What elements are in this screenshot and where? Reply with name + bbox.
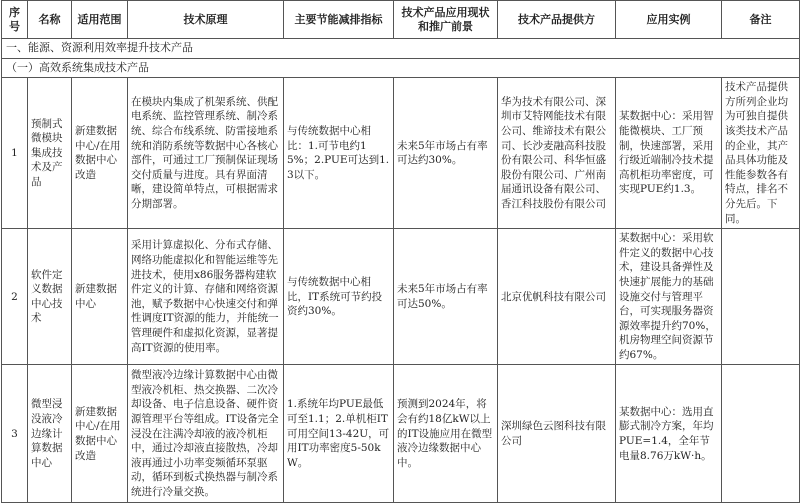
row-principle: 采用计算虚拟化、分布式存储、网络功能虚拟化和智能运维等先进技术，使用x86服务器构建软件定义的计算、存储和网络资源池，赋予数据中心快速交付和弹性调度IT资源的能力，并能统一管理硬件和虚拟化资源，显著提高IT资源的使用率。 (128, 229, 284, 365)
header-status: 技术产品应用现状和推广前景 (394, 1, 498, 39)
row-status: 预测到2024年，将会有约18亿kW以上的IT设施应用在微型液冷边缘数据中心中。 (394, 365, 498, 503)
table-row (2, 78, 800, 229)
table-row (2, 229, 800, 365)
row-scope: 新建数据中心 (72, 229, 128, 365)
row-remark: 技术产品提供方所列企业均为可独自提供该类技术产品的企业，其产品具体功能及性能参数各有特点，排名不分先后。下同。 (722, 78, 800, 229)
row-no: 2 (2, 229, 28, 365)
tech-table (1, 0, 800, 503)
row-provider: 深圳绿色云图科技有限公司 (498, 365, 616, 503)
row-scope: 新建数据中心/在用数据中心改造 (72, 78, 128, 229)
header-name: 名称 (28, 1, 72, 39)
header-row (2, 1, 800, 39)
table-row (2, 365, 800, 503)
row-principle: 微型液冷边缘计算数据中心由微型液冷机柜、热交换器、二次冷却设备、电子信息设备、硬件资源管理平台等组成。IT设备完全浸没在注满冷却液的液冷机柜中，通过冷却液直接散热，冷却液再通过小功率变频循环泵驱动，循环到板式换热器与制冷系统进行冷量交换。 (128, 365, 284, 503)
row-no: 1 (2, 78, 28, 229)
header-provider: 技术产品提供方 (498, 1, 616, 39)
row-name: 微型浸没液冷边缘计算数据中心 (28, 365, 72, 503)
section-title: 一、能源、资源利用效率提升技术产品 (2, 39, 800, 59)
section-row (2, 39, 800, 59)
row-name: 软件定义数据中心技术 (28, 229, 72, 365)
row-provider: 北京优帆科技有限公司 (498, 229, 616, 365)
row-status: 未来5年市场占有率可达50%。 (394, 229, 498, 365)
row-indicators: 与传统数据中心相比：1.可节电约15%；2.PUE可达到1.3以下。 (284, 78, 394, 229)
header-remark: 备注 (722, 1, 800, 39)
row-provider: 华为技术有限公司、深圳市艾特网能技术有限公司、维谛技术有限公司、长沙麦融高科技股份有限公司、科华恒盛股份有限公司、广州南届通讯设备有限公司、香江科技股份有限公司 (498, 78, 616, 229)
header-example: 应用实例 (616, 1, 722, 39)
row-indicators: 1.系统年均PUE最低可至1.1；2.单机柜IT可用空间13-42U，可用IT功率密度5-50kW。 (284, 365, 394, 503)
header-indicators: 主要节能减排指标 (284, 1, 394, 39)
row-example: 某数据中心：采用软件定义的数据中心技术，建设具备弹性及快速扩展能力的基础设施交付与管理平台，可实现服务器资源效率提升约70%，机房物理空间资源节约67%。 (616, 229, 722, 365)
header-scope: 适用范围 (72, 1, 128, 39)
header-principle: 技术原理 (128, 1, 284, 39)
row-principle: 在模块内集成了机架系统、供配电系统、监控管理系统、制冷系统、综合布线系统、防雷接地系统和消防系统等数据中心各核心部件，可通过工厂预制保证现场交付质量与进度。具有界面清晰，建设简单特点，可根据需求分期部署。 (128, 78, 284, 229)
subsection-row (2, 58, 800, 78)
row-name: 预制式微模块集成技术及产品 (28, 78, 72, 229)
row-scope: 新建数据中心/在用数据中心改造 (72, 365, 128, 503)
row-status: 未来5年市场占有率可达约30%。 (394, 78, 498, 229)
row-example: 某数据中心：选用直膨式制冷方案，年均PUE=1.4，全年节电量8.76万kW·h。 (616, 365, 722, 503)
subsection-title: （一）高效系统集成技术产品 (2, 58, 800, 78)
row-indicators: 与传统数据中心相比，IT系统可节约投资约30%。 (284, 229, 394, 365)
row-no: 3 (2, 365, 28, 503)
row-remark (722, 229, 800, 365)
row-example: 某数据中心：采用智能微模块、工厂预制，快速部署，采用行级近端制冷技术提高机柜功率密度，可实现PUE约1.3。 (616, 78, 722, 229)
header-no: 序号 (2, 1, 28, 39)
row-remark (722, 365, 800, 503)
